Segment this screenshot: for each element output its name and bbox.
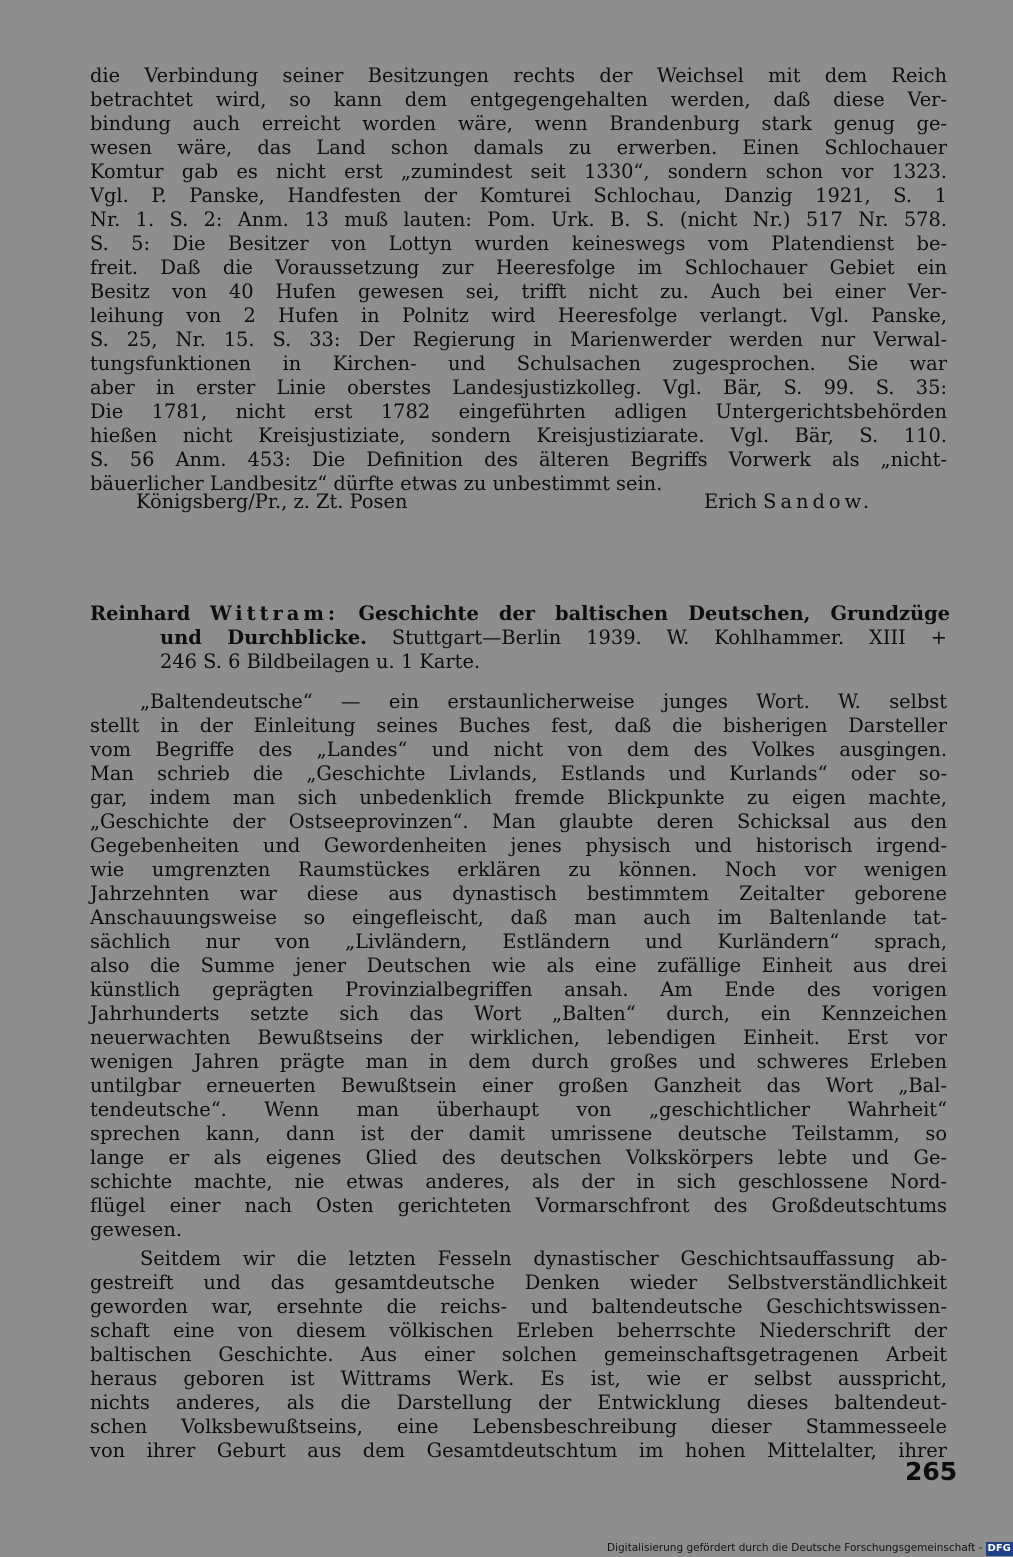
text-line: künstlich geprägten Provinzialbegriffen ansah. Am Ende des vorigen [90,978,947,1001]
publication-extent: 246 S. 6 Bildbeilagen u. 1 Karte. [160,650,481,673]
text-line: schichte machte, nie etwas anderes, als der in sich geschlossene Nord- [90,1170,947,1193]
text-line: betrachtet wird, so kann dem entgegengehalten werden, daß diese Ver- [90,88,947,111]
text-line: S. 56 Anm. 453: Die Definition des älteren Begriffs Vorwerk als „nicht- [90,448,947,471]
text-line: Besitz von 40 Hufen gewesen sei, trifft nicht zu. Auch bei einer Ver- [90,280,947,303]
text-line: gar, indem man sich unbedenklich fremde Blickpunkte zu eigen machte, [90,786,947,809]
text-line: wenigen Jahren prägte man in dem durch großes und schweres Erleben [90,1050,947,1073]
text-line: schen Volksbewußtseins, eine Lebensbeschreibung dieser Stammesseele [90,1415,947,1438]
heading-line-1 [90,602,950,626]
text-line: tungsfunktionen in Kirchen- und Schulsachen zugesprochen. Sie war [90,352,947,375]
text-line: wie umgrenzten Raumstückes erklären zu können. Noch vor wenigen [90,858,947,881]
author-last-name: Wittram: [209,602,340,625]
text-line: sächlich nur von „Livländern, Estländern und Kurländern“ sprach, [90,930,947,953]
text-line: nichts anderes, als die Darstellung der Entwicklung dieses baltendeut- [90,1391,947,1414]
signature-last-name: Sandow. [763,490,874,513]
author-first-name: Reinhard [90,602,191,625]
text-line: freit. Daß die Voraussetzung zur Heeresfolge im Schlochauer Gebiet ein [90,256,947,279]
text-line: „Baltendeutsche“ — ein erstaunlicherweise junges Wort. W. selbst [140,690,947,713]
book-title: Geschichte der baltischen Deutschen, Grundzüge [358,602,950,625]
text-line: flügel einer nach Osten gerichteten Vormarschfront des Großdeutschtums [90,1194,947,1217]
text-line: bäuerlicher Landbesitz“ dürfte etwas zu unbestimmt sein. [90,472,663,495]
text-line: Jahrhunderts setzte sich das Wort „Balten“ durch, ein Kennzeichen [90,1002,947,1025]
text-line: Nr. 1. S. 2: Anm. 13 muß lauten: Pom. Urk. B. S. (nicht Nr.) 517 Nr. 578. [90,208,947,231]
text-line: lange er als eigenes Glied des deutschen Volkskörpers lebte und Ge- [90,1146,947,1169]
text-line: Vgl. P. Panske, Handfesten der Komturei Schlochau, Danzig 1921, S. 1 [90,184,947,207]
publication-info: Stuttgart—Berlin 1939. W. Kohlhammer. XIII + [391,626,947,649]
text-line: S. 25, Nr. 15. S. 33: Der Regierung in Marienwerder werden nur Verwal- [90,328,947,351]
text-line: also die Summe jener Deutschen wie als eine zufällige Einheit aus drei [90,954,947,977]
text-line: „Geschichte der Ostseeprovinzen“. Man glaubte deren Schicksal aus den [90,810,947,833]
text-line: Komtur gab es nicht erst „zumindest seit 1330“, sondern schon vor 1323. [90,160,947,183]
footer-text: Digitalisierung gefördert durch die Deutsche Forschungsgemeinschaft - [607,1542,983,1554]
text-line: Jahrzehnten war diese aus dynastisch bestimmtem Zeitalter geborene [90,882,947,905]
text-line: von ihrer Geburt aus dem Gesamtdeutschtum im hohen Mittelalter, ihrer [90,1439,947,1462]
text-line: Gegebenheiten und Gewordenheiten jenes physisch und historisch irgend- [90,834,947,857]
text-line: Die 1781, nicht erst 1782 eingeführten adligen Untergerichtsbehörden [90,400,947,423]
text-line: baltischen Geschichte. Aus einer solchen gemeinschaftsgetragenen Arbeit [90,1343,947,1366]
page-number: 265 [905,1457,958,1486]
text-line: stellt in der Einleitung seines Buches fest, daß die bisherigen Darsteller [90,714,947,737]
text-line: Seitdem wir die letzten Fesseln dynastischer Geschichtsauffassung ab- [140,1247,947,1270]
text-line: gestreift und das gesamtdeutsche Denken wieder Selbstverständlichkeit [90,1271,947,1294]
text-line: Man schrieb die „Geschichte Livlands, Estlands und Kurlands“ oder so- [90,762,947,785]
text-line: vom Begriffe des „Landes“ und nicht von dem des Volkes ausgingen. [90,738,947,761]
digitization-footer [607,1541,1013,1556]
text-line: leihung von 2 Hufen in Polnitz wird Heeresfolge verlangt. Vgl. Panske, [90,304,947,327]
text-line: aber in erster Linie oberstes Landesjustizkolleg. Vgl. Bär, S. 99. S. 35: [90,376,947,399]
text-line: heraus geboren ist Wittrams Werk. Es ist, wie er selbst ausspricht, [90,1367,947,1390]
text-line: schaft eine von diesem völkischen Erleben beherrschte Niederschrift der [90,1319,947,1342]
text-line: bindung auch erreicht worden wäre, wenn Brandenburg stark genug ge- [90,112,947,135]
text-line: sprechen kann, dann ist der damit umrissene deutsche Teilstamm, so [90,1122,947,1145]
text-line: tendeutsche“. Wenn man überhaupt von „geschichtlicher Wahrheit“ [90,1098,947,1121]
signature-place: Königsberg/Pr., z. Zt. Posen [136,490,408,513]
text-line: hießen nicht Kreisjustiziate, sondern Kreisjustiziarate. Vgl. Bär, S. 110. [90,424,947,447]
text-line: S. 5: Die Besitzer von Lottyn wurden keineswegs vom Platendienst be- [90,232,947,255]
book-title-cont: und Durchblicke. [160,626,367,649]
text-line: wesen wäre, das Land schon damals zu erwerben. Einen Schlochauer [90,136,947,159]
text-line: die Verbindung seiner Besitzungen rechts der Weichsel mit dem Reich [90,64,947,87]
dfg-logo: DFG [987,1543,1011,1554]
signature-first-name: Erich [704,490,757,513]
text-line: Anschauungsweise so eingefleischt, daß man auch im Baltenlande tat- [90,906,947,929]
text-line: neuerwachten Bewußtseins der wirklichen, lebendigen Einheit. Erst vor [90,1026,947,1049]
text-line: geworden war, ersehnte die reichs- und baltendeutsche Geschichtswissen- [90,1295,947,1318]
heading-line-2 [160,626,947,650]
signature-name [704,490,873,514]
text-line: gewesen. [90,1218,183,1241]
text-line: untilgbar erneuerten Bewußtsein einer großen Ganzheit das Wort „Bal- [90,1074,947,1097]
